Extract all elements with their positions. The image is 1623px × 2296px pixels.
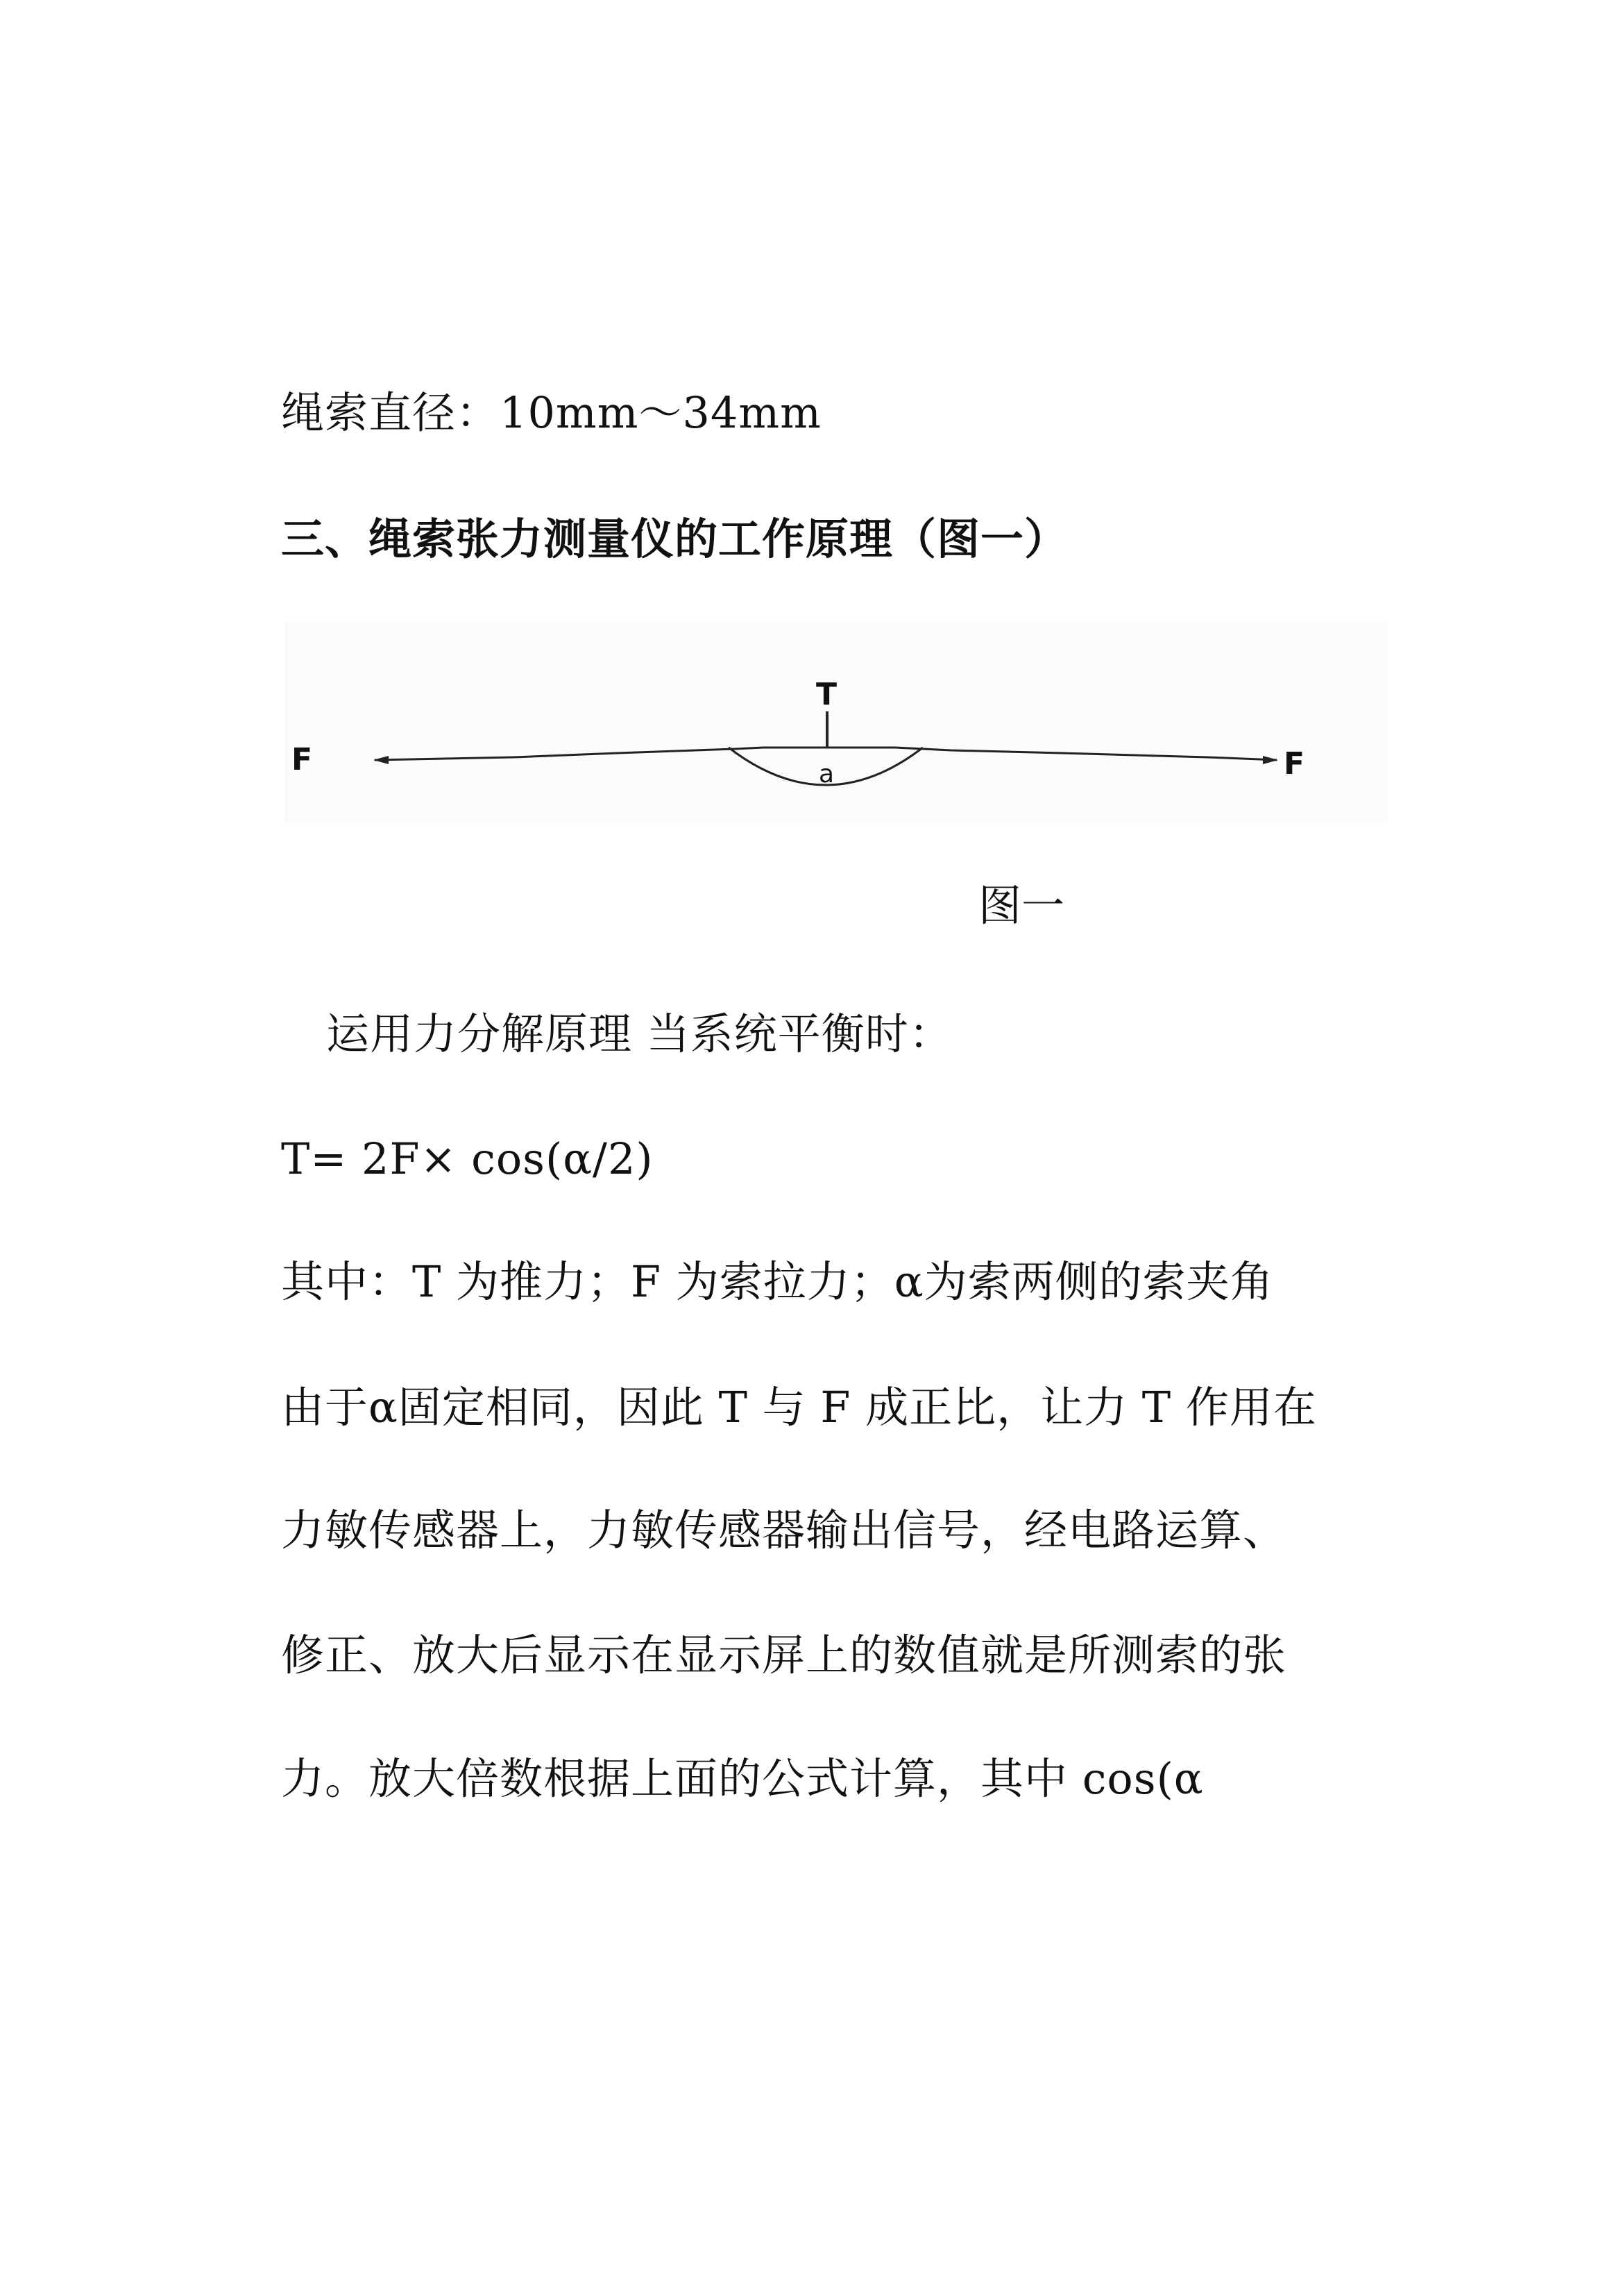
arrow-right-icon	[1263, 756, 1278, 764]
label-angle-a: a	[819, 760, 835, 788]
arrow-left-icon	[373, 756, 389, 764]
label-F-right: F	[1284, 746, 1305, 782]
paragraph-line-4: 力。放大倍数根据上面的公式计算，其中 cos(α	[281, 1753, 1204, 1804]
paragraph-line-2: 力敏传感器上，力敏传感器输出信号，经电路运算、	[281, 1505, 1287, 1555]
figure-caption: 图一	[978, 880, 1065, 931]
paragraph-line-3: 修正、放大后显示在显示屏上的数值就是所测索的张	[281, 1630, 1287, 1680]
force-diagram-svg	[284, 621, 1388, 822]
formula-text: T= 2F× cos(α/2)	[281, 1133, 654, 1184]
rope-diameter-text: 绳索直径：10mm～34mm	[281, 387, 822, 438]
rope-right-segment	[895, 748, 1277, 760]
force-diagram	[284, 621, 1388, 822]
rope-left-segment	[375, 748, 763, 760]
paragraph-line-1: 由于α固定相同，因此 T 与 F 成正比，让力 T 作用在	[281, 1382, 1317, 1433]
definitions-text: 其中：T 为推力；F 为索拉力；α为索两侧的索夹角	[281, 1256, 1274, 1307]
label-F-left: F	[291, 742, 313, 777]
label-T: T	[816, 677, 838, 712]
section-heading: 三、绳索张力测量仪的工作原理（图一）	[281, 514, 1069, 564]
principle-intro-text: 运用力分解原理 当系统平衡时：	[326, 1008, 953, 1059]
